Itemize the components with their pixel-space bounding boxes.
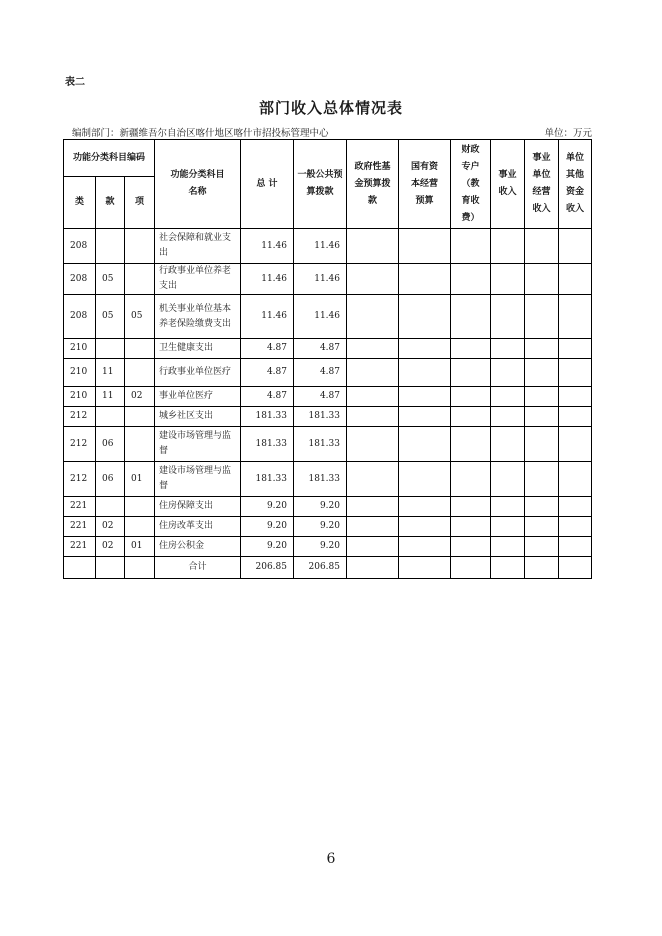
cell-empty: [491, 339, 525, 359]
cell-empty: [525, 537, 559, 557]
cell-empty: [347, 229, 399, 264]
cell-empty: [491, 537, 525, 557]
cell-empty: [347, 497, 399, 517]
cell-empty: [451, 407, 491, 427]
cell-total: 4.87: [241, 339, 294, 359]
cell-kuan: 06: [96, 462, 125, 497]
cell-total: 11.46: [241, 264, 294, 295]
table-row: [64, 517, 592, 537]
cell-empty: [451, 497, 491, 517]
cell-empty: [559, 517, 592, 537]
cell-empty: [347, 407, 399, 427]
cell-empty: [559, 427, 592, 462]
cell-xiang: [125, 497, 155, 517]
cell-empty: [491, 387, 525, 407]
cell-lei: 210: [64, 387, 96, 407]
cell-empty: [451, 359, 491, 387]
table-row: [64, 387, 592, 407]
cell-xiang: [125, 359, 155, 387]
cell-empty: [451, 264, 491, 295]
cell-xiang: [125, 517, 155, 537]
cell-name: 卫生健康支出: [155, 339, 241, 359]
cell-xiang: 05: [125, 295, 155, 339]
cell-name: 行政事业单位医疗: [155, 359, 241, 387]
table-row: [64, 497, 592, 517]
cell-empty: [525, 387, 559, 407]
cell-total: 9.20: [241, 497, 294, 517]
cell-empty: [491, 264, 525, 295]
cell-empty: [525, 339, 559, 359]
cell-empty: [347, 264, 399, 295]
header-fiscal-special: 财政专户（教育收费）: [451, 140, 491, 229]
header-state-capital: 国有资本经营预算: [399, 140, 451, 229]
cell-xiang: [125, 264, 155, 295]
header-general: 一般公共预算拨款: [294, 140, 347, 229]
cell-xiang: [125, 339, 155, 359]
cell-general: 181.33: [294, 462, 347, 497]
cell-name: 社会保障和就业支出: [155, 229, 241, 264]
total-total: 206.85: [241, 557, 294, 579]
table-row: [64, 229, 592, 264]
cell-name: 住房公积金: [155, 537, 241, 557]
cell-empty: [491, 462, 525, 497]
cell-total: 9.20: [241, 517, 294, 537]
cell-lei: 212: [64, 427, 96, 462]
cell-kuan: 02: [96, 537, 125, 557]
cell-empty: [559, 497, 592, 517]
cell-general: 4.87: [294, 339, 347, 359]
cell-empty: [559, 264, 592, 295]
cell-empty: [347, 462, 399, 497]
cell-empty: [491, 427, 525, 462]
cell-lei: 221: [64, 517, 96, 537]
cell-name: 事业单位医疗: [155, 387, 241, 407]
cell-total: 4.87: [241, 387, 294, 407]
cell-lei: 212: [64, 462, 96, 497]
cell-general: 11.46: [294, 264, 347, 295]
cell-empty: [525, 359, 559, 387]
cell-general: 4.87: [294, 387, 347, 407]
cell-lei: 212: [64, 407, 96, 427]
cell-empty: [451, 462, 491, 497]
cell-empty: [559, 407, 592, 427]
table-row: [64, 427, 592, 462]
cell-empty: [525, 427, 559, 462]
cell-empty: [399, 295, 451, 339]
header-xiang: 项: [125, 177, 155, 229]
cell-empty: [559, 537, 592, 557]
header-code-group: 功能分类科目编码: [64, 140, 155, 177]
cell-name: 住房保障支出: [155, 497, 241, 517]
cell-empty: [451, 229, 491, 264]
cell-empty: [525, 462, 559, 497]
cell-empty: [347, 537, 399, 557]
cell-kuan: 11: [96, 359, 125, 387]
compiling-department: 编制部门：新疆维吾尔自治区喀什地区喀什市招投标管理中心: [72, 128, 329, 139]
cell-empty: [399, 339, 451, 359]
cell-empty: [399, 497, 451, 517]
table-row: [64, 407, 592, 427]
cell-kuan: 06: [96, 427, 125, 462]
cell-lei: 208: [64, 264, 96, 295]
table-row: [64, 359, 592, 387]
header-name: 功能分类科目名称: [155, 140, 241, 229]
cell-lei: 208: [64, 229, 96, 264]
header-other: 单位其他资金收入: [559, 140, 592, 229]
cell-empty: [525, 229, 559, 264]
cell-empty: [399, 462, 451, 497]
cell-empty: [559, 339, 592, 359]
cell-empty: [399, 537, 451, 557]
unit-label: 单位：万元: [544, 128, 592, 139]
cell-total: 9.20: [241, 537, 294, 557]
income-table: [63, 139, 592, 579]
header-unit-business: 事业单位经营收入: [525, 140, 559, 229]
cell-lei: 210: [64, 339, 96, 359]
cell-lei: 221: [64, 497, 96, 517]
cell-empty: [491, 359, 525, 387]
cell-empty: [451, 427, 491, 462]
cell-name: 城乡社区支出: [155, 407, 241, 427]
cell-total: 11.46: [241, 295, 294, 339]
header-lei: 类: [64, 177, 96, 229]
cell-kuan: [96, 497, 125, 517]
table-row: [64, 295, 592, 339]
table-row: [64, 462, 592, 497]
total-label: 合计: [155, 557, 241, 579]
cell-empty: [525, 264, 559, 295]
cell-empty: [347, 295, 399, 339]
cell-lei: 208: [64, 295, 96, 339]
cell-empty: [491, 229, 525, 264]
header-total: 总 计: [241, 140, 294, 229]
cell-empty: [559, 387, 592, 407]
cell-empty: [347, 387, 399, 407]
cell-xiang: 01: [125, 537, 155, 557]
cell-xiang: [125, 229, 155, 264]
cell-name: 机关事业单位基本养老保险缴费支出: [155, 295, 241, 339]
cell-empty: [399, 229, 451, 264]
cell-name: 建设市场管理与监督: [155, 427, 241, 462]
cell-empty: [451, 339, 491, 359]
cell-empty: [347, 359, 399, 387]
cell-total: 181.33: [241, 462, 294, 497]
cell-empty: [451, 295, 491, 339]
cell-general: 181.33: [294, 427, 347, 462]
cell-empty: [451, 387, 491, 407]
cell-kuan: 02: [96, 517, 125, 537]
cell-xiang: 01: [125, 462, 155, 497]
cell-empty: [491, 295, 525, 339]
cell-kuan: 05: [96, 295, 125, 339]
cell-empty: [347, 517, 399, 537]
cell-general: 181.33: [294, 407, 347, 427]
header-fund: 政府性基金预算拨款: [347, 140, 399, 229]
cell-total: 181.33: [241, 427, 294, 462]
total-row: [64, 557, 592, 579]
cell-empty: [347, 339, 399, 359]
table-label: 表二: [65, 77, 85, 88]
cell-empty: [559, 229, 592, 264]
cell-empty: [525, 517, 559, 537]
header-business: 事业收入: [491, 140, 525, 229]
cell-general: 9.20: [294, 497, 347, 517]
total-general: 206.85: [294, 557, 347, 579]
cell-empty: [399, 407, 451, 427]
cell-name: 住房改革支出: [155, 517, 241, 537]
cell-general: 11.46: [294, 295, 347, 339]
cell-empty: [399, 517, 451, 537]
cell-empty: [399, 359, 451, 387]
table-row: [64, 339, 592, 359]
cell-empty: [525, 295, 559, 339]
cell-empty: [347, 427, 399, 462]
cell-empty: [559, 295, 592, 339]
cell-empty: [399, 387, 451, 407]
table-row: [64, 537, 592, 557]
cell-empty: [451, 517, 491, 537]
cell-general: 9.20: [294, 537, 347, 557]
cell-total: 181.33: [241, 407, 294, 427]
cell-general: 11.46: [294, 229, 347, 264]
cell-empty: [525, 407, 559, 427]
page-number: 6: [326, 851, 336, 867]
cell-total: 11.46: [241, 229, 294, 264]
cell-name: 行政事业单位养老支出: [155, 264, 241, 295]
cell-empty: [399, 264, 451, 295]
cell-kuan: 11: [96, 387, 125, 407]
cell-general: 9.20: [294, 517, 347, 537]
table-row: [64, 264, 592, 295]
cell-name: 建设市场管理与监督: [155, 462, 241, 497]
cell-xiang: [125, 427, 155, 462]
cell-xiang: 02: [125, 387, 155, 407]
cell-empty: [451, 537, 491, 557]
cell-empty: [559, 359, 592, 387]
cell-total: 4.87: [241, 359, 294, 387]
cell-empty: [491, 497, 525, 517]
cell-kuan: 05: [96, 264, 125, 295]
cell-lei: 221: [64, 537, 96, 557]
cell-kuan: [96, 229, 125, 264]
header-kuan: 款: [96, 177, 125, 229]
cell-kuan: [96, 407, 125, 427]
page-title: 部门收入总体情况表: [258, 99, 403, 117]
cell-empty: [491, 517, 525, 537]
cell-empty: [525, 497, 559, 517]
cell-empty: [559, 462, 592, 497]
cell-empty: [491, 407, 525, 427]
cell-xiang: [125, 407, 155, 427]
cell-general: 4.87: [294, 359, 347, 387]
cell-empty: [399, 427, 451, 462]
cell-kuan: [96, 339, 125, 359]
cell-lei: 210: [64, 359, 96, 387]
